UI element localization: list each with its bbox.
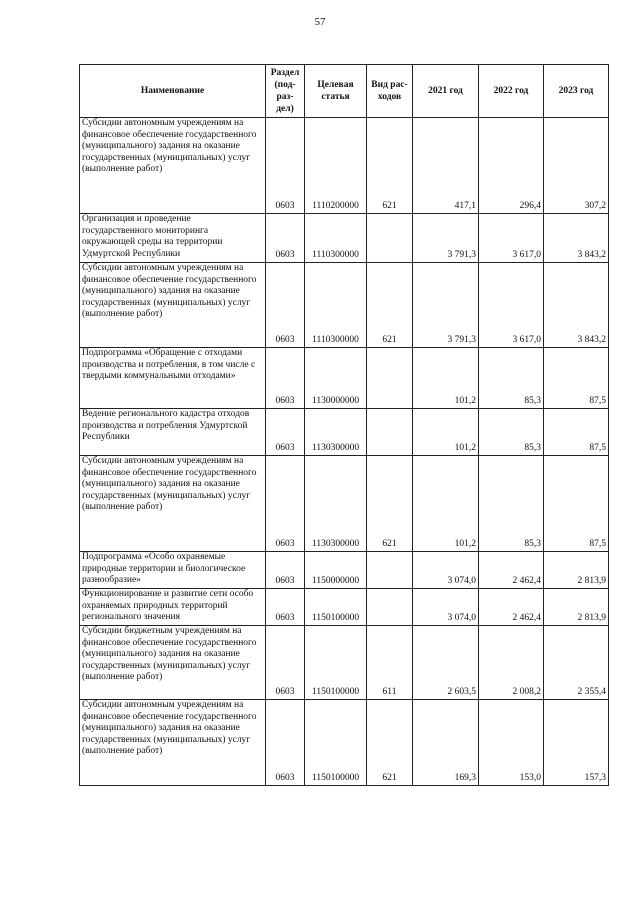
row-2021: 101,2 (413, 409, 479, 456)
row-2023: 157,3 (544, 700, 609, 786)
row-2021: 101,2 (413, 348, 479, 409)
row-name: Субсидии бюджетным учреждениям на финансовое обеспечение государственного (муниципального) задания на оказание государственных (муниципальных) услуг (выполнение работ) (80, 626, 266, 700)
header-expense-type: Вид рас-ходов (367, 65, 413, 118)
row-target-article: 1150100000 (305, 589, 367, 626)
row-2022: 296,4 (479, 118, 544, 214)
row-expense-type: 621 (367, 263, 413, 348)
row-target-article: 1110300000 (305, 214, 367, 263)
table-row (80, 348, 609, 409)
row-2023: 2 813,9 (544, 552, 609, 589)
row-2023: 87,5 (544, 348, 609, 409)
row-2021: 3 791,3 (413, 214, 479, 263)
page-number: 57 (314, 16, 326, 28)
row-2022: 85,3 (479, 409, 544, 456)
row-expense-type (367, 589, 413, 626)
table-row (80, 589, 609, 626)
row-razdel: 0603 (266, 700, 305, 786)
row-target-article: 1110300000 (305, 263, 367, 348)
table-row (80, 214, 609, 263)
table-row (80, 552, 609, 589)
row-razdel: 0603 (266, 456, 305, 552)
table-row (80, 700, 609, 786)
row-2021: 417,1 (413, 118, 479, 214)
row-2021: 2 603,5 (413, 626, 479, 700)
row-name: Ведение регионального кадастра отходов производства и потребления Удмуртской Республики (80, 409, 266, 456)
header-2023: 2023 год (544, 65, 609, 118)
row-2023: 87,5 (544, 456, 609, 552)
header-2021: 2021 год (413, 65, 479, 118)
table-row (80, 409, 609, 456)
table-row (80, 263, 609, 348)
row-2022: 2 462,4 (479, 589, 544, 626)
table-row (80, 626, 609, 700)
row-name: Функционирование и развитие сети особо охраняемых природных территорий регионального значения (80, 589, 266, 626)
row-target-article: 1150100000 (305, 626, 367, 700)
table-header-row (80, 65, 609, 118)
row-expense-type: 621 (367, 118, 413, 214)
row-expense-type (367, 348, 413, 409)
row-expense-type: 611 (367, 626, 413, 700)
row-target-article: 1110200000 (305, 118, 367, 214)
row-name: Подпрограмма «Особо охраняемые природные территории и биологическое разнообразие» (80, 552, 266, 589)
row-name: Субсидии автономным учреждениям на финансовое обеспечение государственного (муниципального) задания на оказание государственных (муниципальных) услуг (выполнение работ) (80, 118, 266, 214)
header-2022: 2022 год (479, 65, 544, 118)
row-2021: 101,2 (413, 456, 479, 552)
row-razdel: 0603 (266, 348, 305, 409)
row-target-article: 1150000000 (305, 552, 367, 589)
row-expense-type (367, 552, 413, 589)
row-expense-type (367, 409, 413, 456)
row-2023: 3 843,2 (544, 263, 609, 348)
row-2021: 3 074,0 (413, 552, 479, 589)
row-razdel: 0603 (266, 263, 305, 348)
row-2022: 85,3 (479, 456, 544, 552)
row-expense-type: 621 (367, 456, 413, 552)
row-name: Организация и проведение государственного мониторинга окружающей среды на территории Удмуртской Республики (80, 214, 266, 263)
row-2023: 2 813,9 (544, 589, 609, 626)
budget-table (79, 64, 609, 786)
table-row (80, 118, 609, 214)
row-2022: 85,3 (479, 348, 544, 409)
header-razdel: Раздел (под-раз-дел) (266, 65, 305, 118)
row-razdel: 0603 (266, 589, 305, 626)
row-razdel: 0603 (266, 118, 305, 214)
row-target-article: 1150100000 (305, 700, 367, 786)
row-name: Подпрограмма «Обращение с отходами производства и потребления, в том числе с твердыми коммунальными отходами» (80, 348, 266, 409)
row-name: Субсидии автономным учреждениям на финансовое обеспечение государственного (муниципального) задания на оказание государственных (муниципальных) услуг (выполнение работ) (80, 700, 266, 786)
row-2023: 307,2 (544, 118, 609, 214)
row-razdel: 0603 (266, 626, 305, 700)
header-target-article: Целевая статья (305, 65, 367, 118)
row-2021: 169,3 (413, 700, 479, 786)
row-2021: 3 791,3 (413, 263, 479, 348)
row-name: Субсидии автономным учреждениям на финансовое обеспечение государственного (муниципального) задания на оказание государственных (муниципальных) услуг (выполнение работ) (80, 263, 266, 348)
row-2021: 3 074,0 (413, 589, 479, 626)
row-razdel: 0603 (266, 214, 305, 263)
row-razdel: 0603 (266, 409, 305, 456)
row-2022: 3 617,0 (479, 214, 544, 263)
row-target-article: 1130300000 (305, 456, 367, 552)
header-name: Наименование (80, 65, 266, 118)
row-target-article: 1130300000 (305, 409, 367, 456)
row-expense-type (367, 214, 413, 263)
row-2023: 2 355,4 (544, 626, 609, 700)
row-2023: 3 843,2 (544, 214, 609, 263)
table-row (80, 456, 609, 552)
row-name: Субсидии автономным учреждениям на финансовое обеспечение государственного (муниципального) задания на оказание государственных (муниципальных) услуг (выполнение работ) (80, 456, 266, 552)
row-2022: 2 462,4 (479, 552, 544, 589)
row-razdel: 0603 (266, 552, 305, 589)
row-2022: 2 008,2 (479, 626, 544, 700)
row-expense-type: 621 (367, 700, 413, 786)
row-target-article: 1130000000 (305, 348, 367, 409)
row-2022: 153,0 (479, 700, 544, 786)
row-2022: 3 617,0 (479, 263, 544, 348)
row-2023: 87,5 (544, 409, 609, 456)
